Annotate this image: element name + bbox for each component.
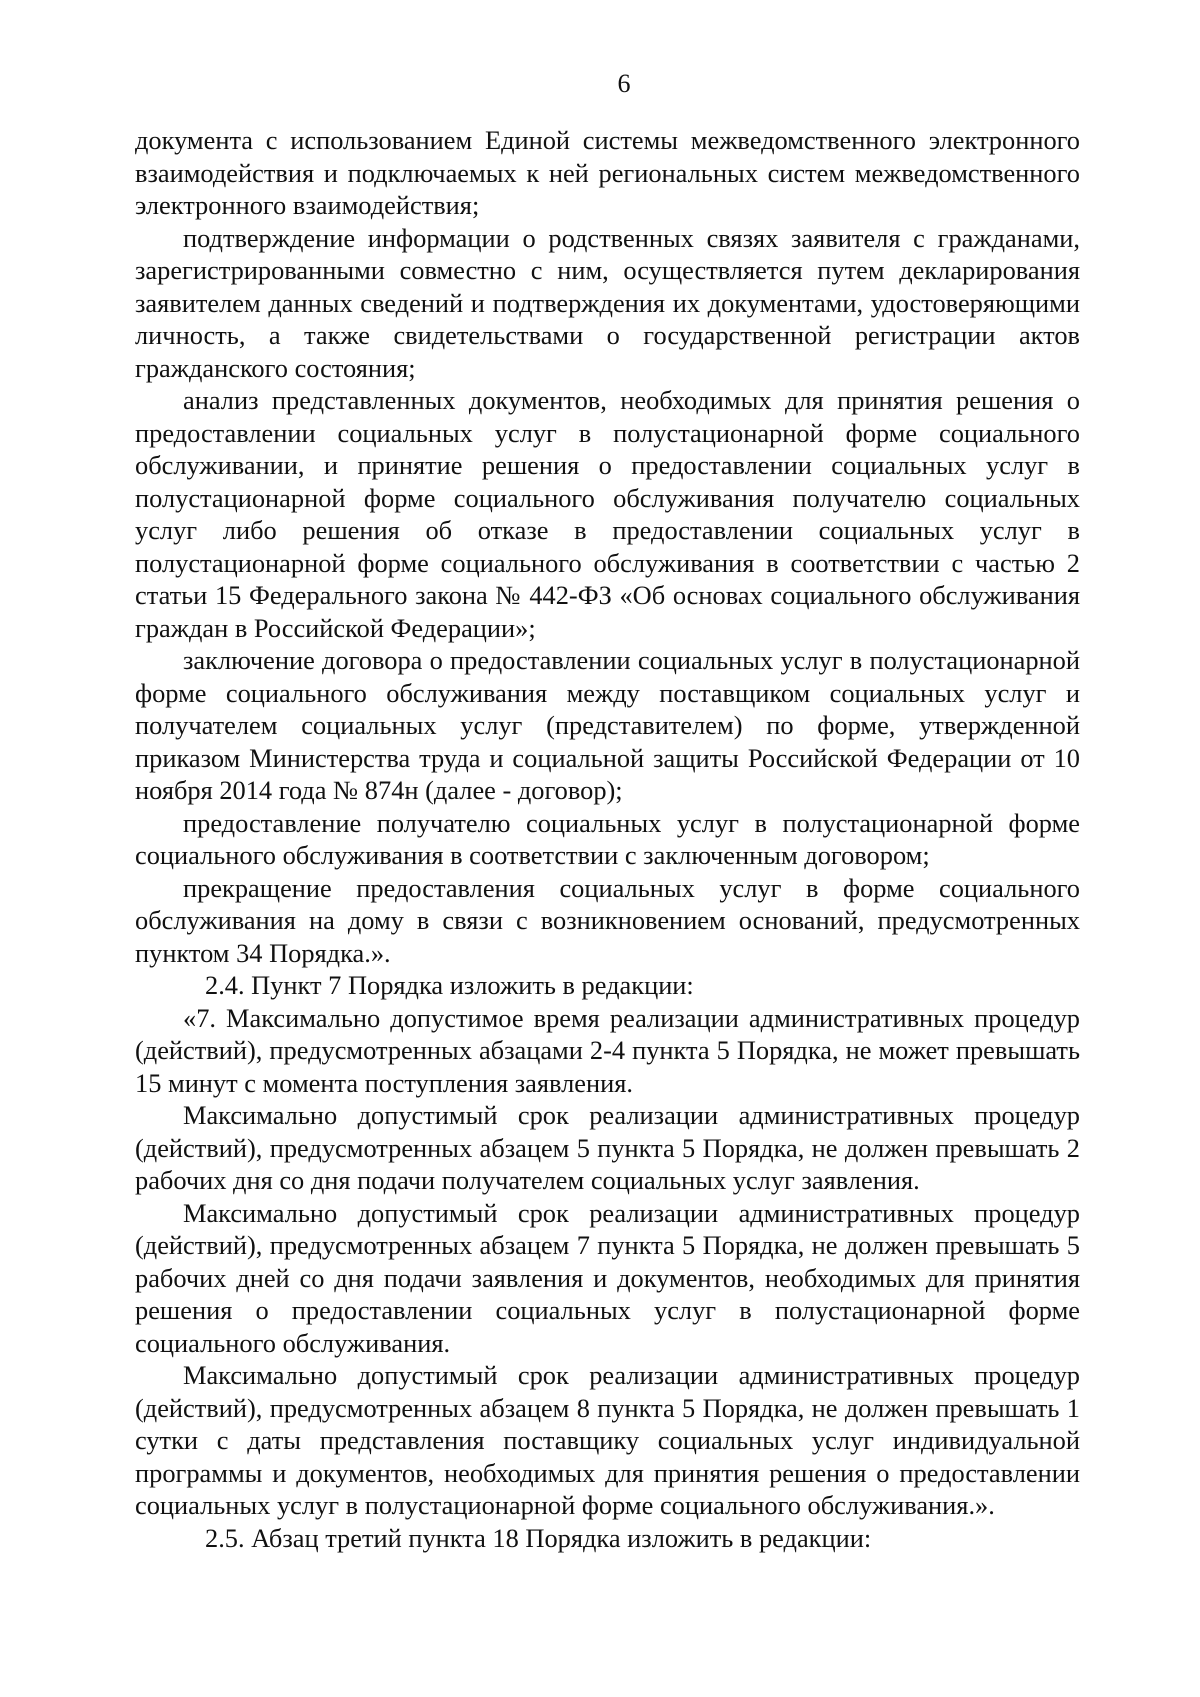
page-number: 6	[617, 69, 631, 98]
paragraph-document-analysis: анализ представленных документов, необходимых для принятия решения о предоставлении социальных услуг в полустационарной форме социального обслуживании, и принятие решения о предоставлении социальных услуг в полустационарной форме социального обслуживания получателю социальных услуг либо решения об отказе в предоставлении социальных услуг в полустационарной форме социального обслуживания в соответствии с частью 2 статьи 15 Федерального закона № 442-ФЗ «Об основах социального обслуживания граждан в Российской Федерации»;	[135, 385, 1080, 643]
paragraph-item-7-term-1-day: Максимально допустимый срок реализации административных процедур (действий), предусмотренных абзацем 8 пункта 5 Порядка, не должен превышать 1 сутки с даты представления поставщику социальных услуг индивидуальной программы и документов, необходимых для принятия решения о предоставлении социальных услуг в полустационарной форме социального обслуживания.».	[135, 1360, 1080, 1520]
paragraph-item-7-intro: «7. Максимально допустимое время реализации административных процедур (действий), предусмотренных абзацами 2-4 пункта 5 Порядка, не может превышать 15 минут с момента поступления заявления.	[135, 1002, 1080, 1098]
paragraph-kinship-confirmation: подтверждение информации о родственных связях заявителя с гражданами, зарегистрированными совместно с ним, осуществляется путем декларирования заявителем данных сведений и подтверждения их документами, удостоверяющими личность, а также свидетельствами о государственной регистрации актов гражданского состояния;	[135, 222, 1080, 383]
paragraph-item-7-term-2-days: Максимально допустимый срок реализации административных процедур (действий), предусмотренных абзацем 5 пункта 5 Порядка, не должен превышать 2 рабочих дня со дня подачи получателем социальных услуг заявления.	[135, 1100, 1080, 1195]
paragraph-item-2-5: 2.5. Абзац третий пункта 18 Порядка изложить в редакции:	[205, 1522, 872, 1553]
paragraph-contract-conclusion: заключение договора о предоставлении социальных услуг в полустационарной форме социального обслуживания между поставщиком социальных услуг и получателем социальных услуг (представителем) по форме, утвержденной приказом Министерства труда и социальной защиты Российской Федерации от 10 ноября 2014 года № 874н (далее - договор);	[135, 645, 1080, 805]
paragraph-item-2-4: 2.4. Пункт 7 Порядка изложить в редакции:	[205, 970, 694, 1000]
document-body	[135, 124, 1080, 1554]
paragraph-continuation: документа с использованием Единой системы межведомственного электронного взаимодействия и подключаемых к ней региональных систем межведомственного электронного взаимодействия;	[135, 125, 1080, 220]
paragraph-item-7-term-5-days: Максимально допустимый срок реализации административных процедур (действий), предусмотренных абзацем 7 пункта 5 Порядка, не должен превышать 5 рабочих дней со дня подачи заявления и документов, необходимых для принятия решения о предоставлении социальных услуг в полустационарной форме социального обслуживания.	[135, 1197, 1080, 1358]
paragraph-service-provision: предоставление получателю социальных услуг в полустационарной форме социального обслуживания в соответствии с заключенным договором;	[135, 807, 1080, 870]
paragraph-service-termination: прекращение предоставления социальных услуг в форме социального обслуживания на дому в связи с возникновением оснований, предусмотренных пунктом 34 Порядка.».	[135, 872, 1080, 968]
